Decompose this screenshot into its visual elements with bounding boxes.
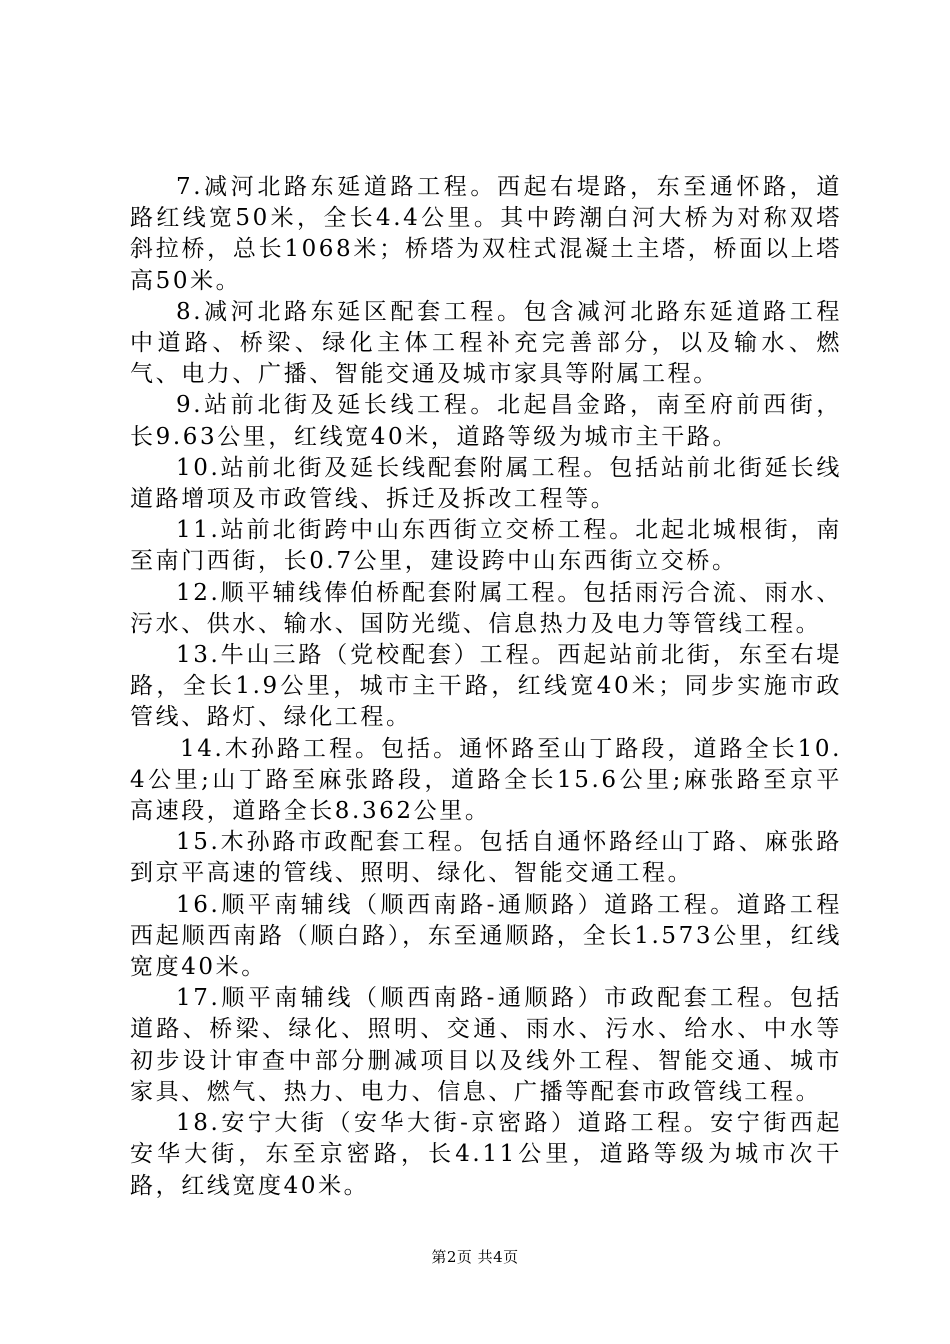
paragraph-item-12: 12.顺平辅线俸伯桥配套附属工程。包括雨污合流、雨水、污水、供水、输水、国防光缆、信息热力及电力等管线工程。 — [130, 579, 842, 637]
paragraph-item-10: 10.站前北街及延长线配套附属工程。包括站前北街延长线道路增项及市政管线、拆迁及拆改工程等。 — [130, 454, 842, 513]
page-number-footer: 第2页 共4页 — [431, 1248, 519, 1266]
paragraph-item-18: 18.安宁大街（安华大街-京密路）道路工程。安宁街西起安华大街，东至京密路，长4.11公里，道路等级为城市次干路，红线宽度40米。 — [130, 1110, 842, 1199]
paragraph-item-11: 11.站前北街跨中山东西街立交桥工程。北起北城根街，南至南门西街，长0.7公里，建设跨中山东西街立交桥。 — [130, 517, 842, 575]
paragraph-item-9: 9.站前北街及延长线工程。北起昌金路，南至府前西街，长9.63公里，红线宽40米，道路等级为城市主干路。 — [130, 392, 842, 450]
paragraph-item-17: 17.顺平南辅线（顺西南路-通顺路）市政配套工程。包括道路、桥梁、绿化、照明、交通、雨水、污水、给水、中水等初步设计审查中部分删减项目以及线外工程、智能交通、城市家具、燃气、热力、电力、信息、广播等配套市政管线工程。 — [130, 985, 842, 1105]
paragraph-item-15: 15.木孙路市政配套工程。包括自通怀路经山丁路、麻张路到京平高速的管线、照明、绿化、智能交通工程。 — [130, 829, 842, 887]
paragraph-item-8: 8.减河北路东延区配套工程。包含减河北路东延道路工程中道路、桥梁、绿化主体工程补充完善部分，以及输水、燃气、电力、广播、智能交通及城市家具等附属工程。 — [130, 298, 842, 388]
paragraph-item-13: 13.牛山三路（党校配套）工程。西起站前北街，东至右堤路，全长1.9公里，城市主干路，红线宽40米；同步实施市政管线、路灯、绿化工程。 — [130, 642, 842, 731]
document-body — [130, 172, 842, 1202]
paragraph-item-7: 7.减河北路东延道路工程。西起右堤路，东至通怀路，道路红线宽50米，全长4.4公里。其中跨潮白河大桥为对称双塔斜拉桥，总长1068米；桥塔为双柱式混凝土主塔，桥面以上塔高50米。 — [130, 174, 842, 294]
paragraph-item-14: 14.木孙路工程。包括。通怀路至山丁路段，道路全长10.4公里;山丁路至麻张路段，道路全长15.6公里;麻张路至京平高速段，道路全长8.362公里。 — [130, 735, 842, 825]
paragraph-item-16: 16.顺平南辅线（顺西南路-通顺路）道路工程。道路工程西起顺西南路（顺白路），东至通顺路，全长1.573公里，红线宽度40米。 — [130, 891, 842, 981]
